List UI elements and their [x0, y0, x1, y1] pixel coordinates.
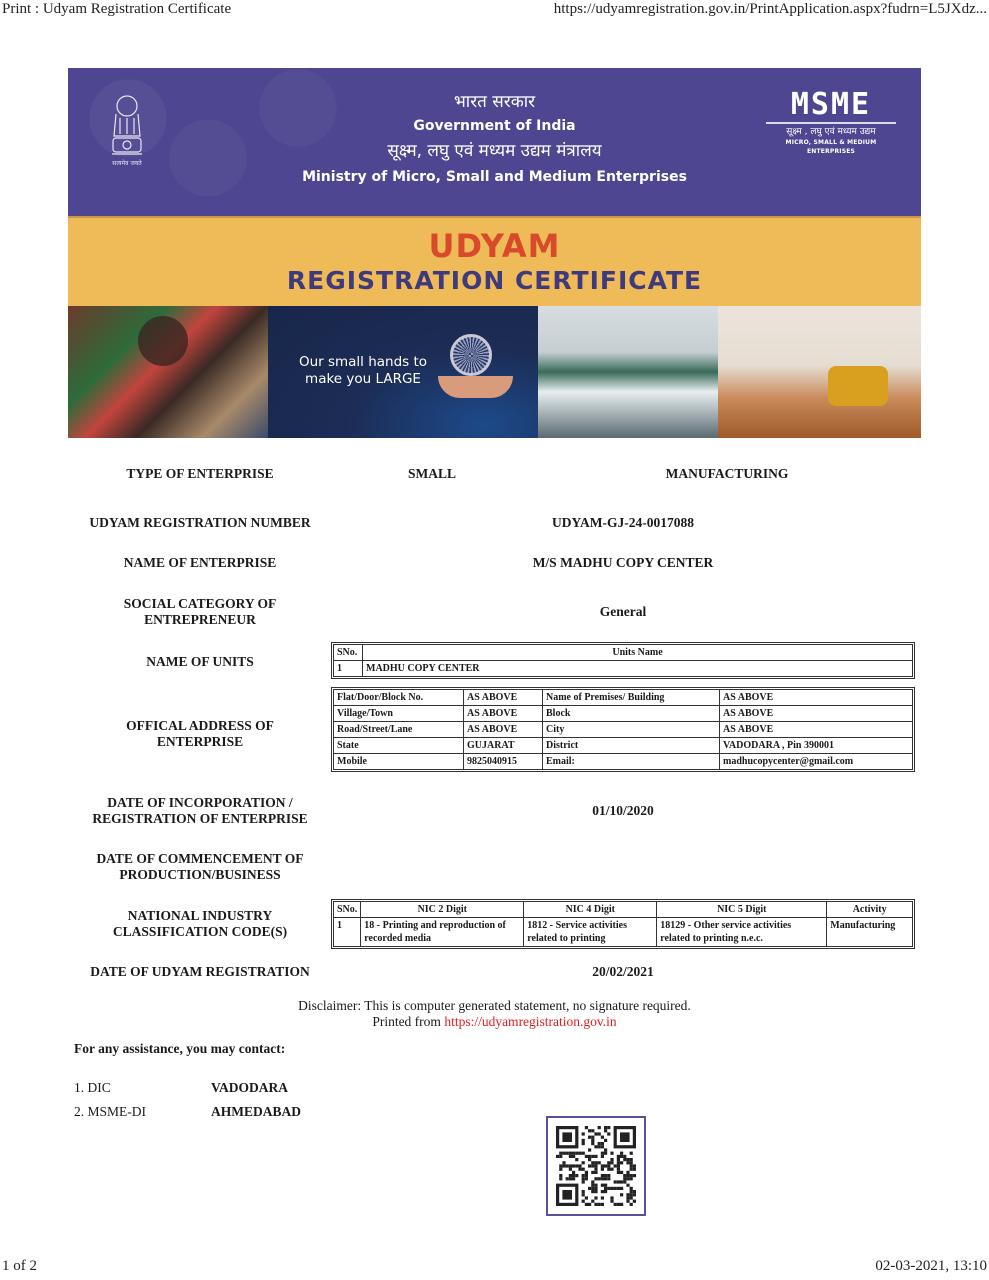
printed-from-line [0, 1014, 989, 1030]
enterprise-category-value: MANUFACTURING [665, 466, 789, 481]
nic-cell-5digit: 18129 - Other service activities related to printing n.e.c. [657, 918, 827, 947]
address-value-city: AS ABOVE [720, 722, 913, 738]
contact-label: 1. DIC [74, 1080, 111, 1095]
farmer-machinery-photo [718, 306, 921, 438]
address-value-email: madhucopycenter@gmail.com [720, 754, 913, 770]
units-table-header [334, 645, 913, 661]
table-row [334, 722, 913, 738]
tagline-line1: Our small hands to [298, 354, 428, 370]
social-category-label-line2: ENTREPRENEUR [144, 612, 256, 627]
date-of-udyam-registration-value: 20/02/2021 [592, 964, 654, 979]
nic-cell-sno: 1 [334, 918, 361, 947]
contact-value: AHMEDABAD [211, 1104, 301, 1119]
address-label-mobile: Mobile [334, 754, 464, 770]
qr-code [546, 1116, 646, 1216]
official-address-label-line1: OFFICAL ADDRESS OF [126, 718, 274, 733]
banner-photo-strip [68, 306, 921, 438]
date-of-udyam-registration-label: DATE OF UDYAM REGISTRATION [90, 964, 310, 979]
nic-header-activity: Activity [827, 902, 913, 918]
type-of-enterprise-label: TYPE OF ENTERPRISE [126, 466, 274, 481]
msme-logo [766, 87, 896, 156]
table-row [334, 738, 913, 754]
address-value-premises: AS ABOVE [720, 690, 913, 706]
address-label-district: District [543, 738, 720, 754]
units-header-name: Units Name [363, 645, 913, 661]
address-label-road: Road/Street/Lane [334, 722, 464, 738]
hindi-ministry-text: सूक्ष्म, लघु एवं मध्यम उद्यम मंत्रालय [387, 141, 602, 161]
date-of-commencement-label-line1: DATE OF COMMENCEMENT OF [96, 851, 304, 866]
table-row [334, 706, 913, 722]
address-value-flat: AS ABOVE [464, 690, 543, 706]
nic-cell-2digit: 18 - Printing and reproduction of recorded media [361, 918, 524, 947]
print-footer [0, 1256, 989, 1280]
units-cell-name: MADHU COPY CENTER [363, 661, 913, 677]
name-of-enterprise-label: NAME OF ENTERPRISE [123, 555, 277, 570]
units-table [333, 644, 913, 677]
ministry-text: Ministry of Micro, Small and Medium Enterprises [302, 169, 687, 185]
name-of-enterprise-value: M/S MADHU COPY CENTER [532, 555, 714, 570]
page-number: 1 of 2 [2, 1258, 37, 1274]
udyam-registration-number-label: UDYAM REGISTRATION NUMBER [89, 515, 311, 530]
chakra-wheel-icon [450, 334, 492, 376]
date-of-incorporation-value: 01/10/2020 [592, 803, 654, 818]
address-table [333, 689, 913, 770]
date-of-incorporation-label [65, 795, 335, 827]
address-label-block: Block [543, 706, 720, 722]
contact-item-dic [74, 1080, 289, 1096]
print-datetime: 02-03-2021, 13:10 [875, 1258, 987, 1274]
tagline-line2: make you LARGE [305, 371, 421, 387]
address-value-road: AS ABOVE [464, 722, 543, 738]
disclaimer [0, 998, 989, 1030]
disclaimer-text: Disclaimer: This is computer generated statement, no signature required. [298, 998, 691, 1013]
units-header-sno: SNo. [334, 645, 363, 661]
udyam-registration-link[interactable]: https://udyamregistration.gov.in [444, 1014, 617, 1029]
social-category-label [65, 596, 335, 628]
nic-codes-label-line2: CLASSIFICATION CODE(S) [112, 924, 288, 939]
nic-header-2digit: NIC 2 Digit [361, 902, 524, 918]
svg-text:सत्यमेव जयते: सत्यमेव जयते [112, 160, 142, 167]
address-label-village: Village/Town [334, 706, 464, 722]
nic-table [333, 901, 913, 947]
nic-cell-4digit: 1812 - Service activities related to printing [524, 918, 657, 947]
hand-icon [438, 376, 513, 398]
contact-item-msme-di [74, 1104, 301, 1120]
print-url: https://udyamregistration.gov.in/PrintApplication.aspx?fudrn=L5JXdz... [553, 1, 987, 17]
table-row [334, 690, 913, 706]
msme-logo-mark: MSME [790, 87, 872, 122]
certificate-banner [68, 68, 921, 438]
msme-logo-rule [766, 122, 896, 124]
address-label-email: Email: [543, 754, 720, 770]
official-address-label [65, 718, 335, 750]
date-of-commencement-label [65, 851, 335, 883]
tagline [293, 354, 433, 388]
office-workers-photo [538, 306, 718, 438]
nic-table-header [334, 902, 913, 918]
enterprise-size-value: SMALL [407, 466, 456, 481]
address-value-district: VADODARA , Pin 390001 [720, 738, 913, 754]
print-title: Print : Udyam Registration Certificate [2, 1, 232, 17]
udyam-heading: UDYAM [428, 227, 561, 265]
contact-label: 2. MSME-DI [74, 1104, 147, 1119]
date-of-incorporation-label-line1: DATE OF INCORPORATION / [107, 795, 293, 810]
units-cell-sno: 1 [334, 661, 363, 677]
nic-codes-label [65, 908, 335, 940]
address-label-state: State [334, 738, 464, 754]
msme-logo-hindi: सूक्ष्म , लघु एवं मध्यम उद्यम [786, 127, 876, 137]
printed-from-label: Printed from [372, 1014, 445, 1029]
address-value-mobile: 9825040915 [464, 754, 543, 770]
msme-logo-english: MICRO, SMALL & MEDIUM ENTERPRISES [785, 139, 877, 155]
banner-title-section [68, 216, 921, 306]
address-label-flat: Flat/Door/Block No. [334, 690, 464, 706]
nic-codes-label-line1: NATIONAL INDUSTRY [127, 908, 273, 923]
nic-header-4digit: NIC 4 Digit [524, 902, 657, 918]
print-header [0, 0, 989, 24]
official-address-label-line2: ENTERPRISE [156, 734, 244, 749]
udyam-registration-number-value: UDYAM-GJ-24-0017088 [552, 515, 694, 530]
name-of-units-label: NAME OF UNITS [146, 654, 254, 669]
banner-government-section [68, 68, 921, 216]
date-of-commencement-label-line2: PRODUCTION/BUSINESS [119, 867, 281, 882]
nic-cell-activity: Manufacturing [827, 918, 913, 947]
table-row [334, 754, 913, 770]
artisan-photo [68, 306, 268, 438]
address-label-premises: Name of Premises/ Building [543, 690, 720, 706]
table-row [334, 661, 913, 677]
government-of-india-text: Government of India [413, 118, 576, 134]
contact-value: VADODARA [211, 1080, 289, 1095]
registration-certificate-heading: REGISTRATION CERTIFICATE [286, 266, 703, 295]
table-row [334, 918, 913, 947]
address-value-village: AS ABOVE [464, 706, 543, 722]
tagline-panel [268, 306, 538, 438]
address-label-city: City [543, 722, 720, 738]
social-category-value: General [599, 604, 647, 619]
date-of-incorporation-label-line2: REGISTRATION OF ENTERPRISE [92, 811, 308, 826]
social-category-label-line1: SOCIAL CATEGORY OF [123, 596, 277, 611]
assistance-heading: For any assistance, you may contact: [74, 1041, 286, 1056]
hindi-government-text: भारत सरकार [453, 92, 536, 112]
address-value-block: AS ABOVE [720, 706, 913, 722]
nic-header-sno: SNo. [334, 902, 361, 918]
nic-header-5digit: NIC 5 Digit [657, 902, 827, 918]
qr-code-icon [556, 1126, 636, 1206]
address-value-state: GUJARAT [464, 738, 543, 754]
